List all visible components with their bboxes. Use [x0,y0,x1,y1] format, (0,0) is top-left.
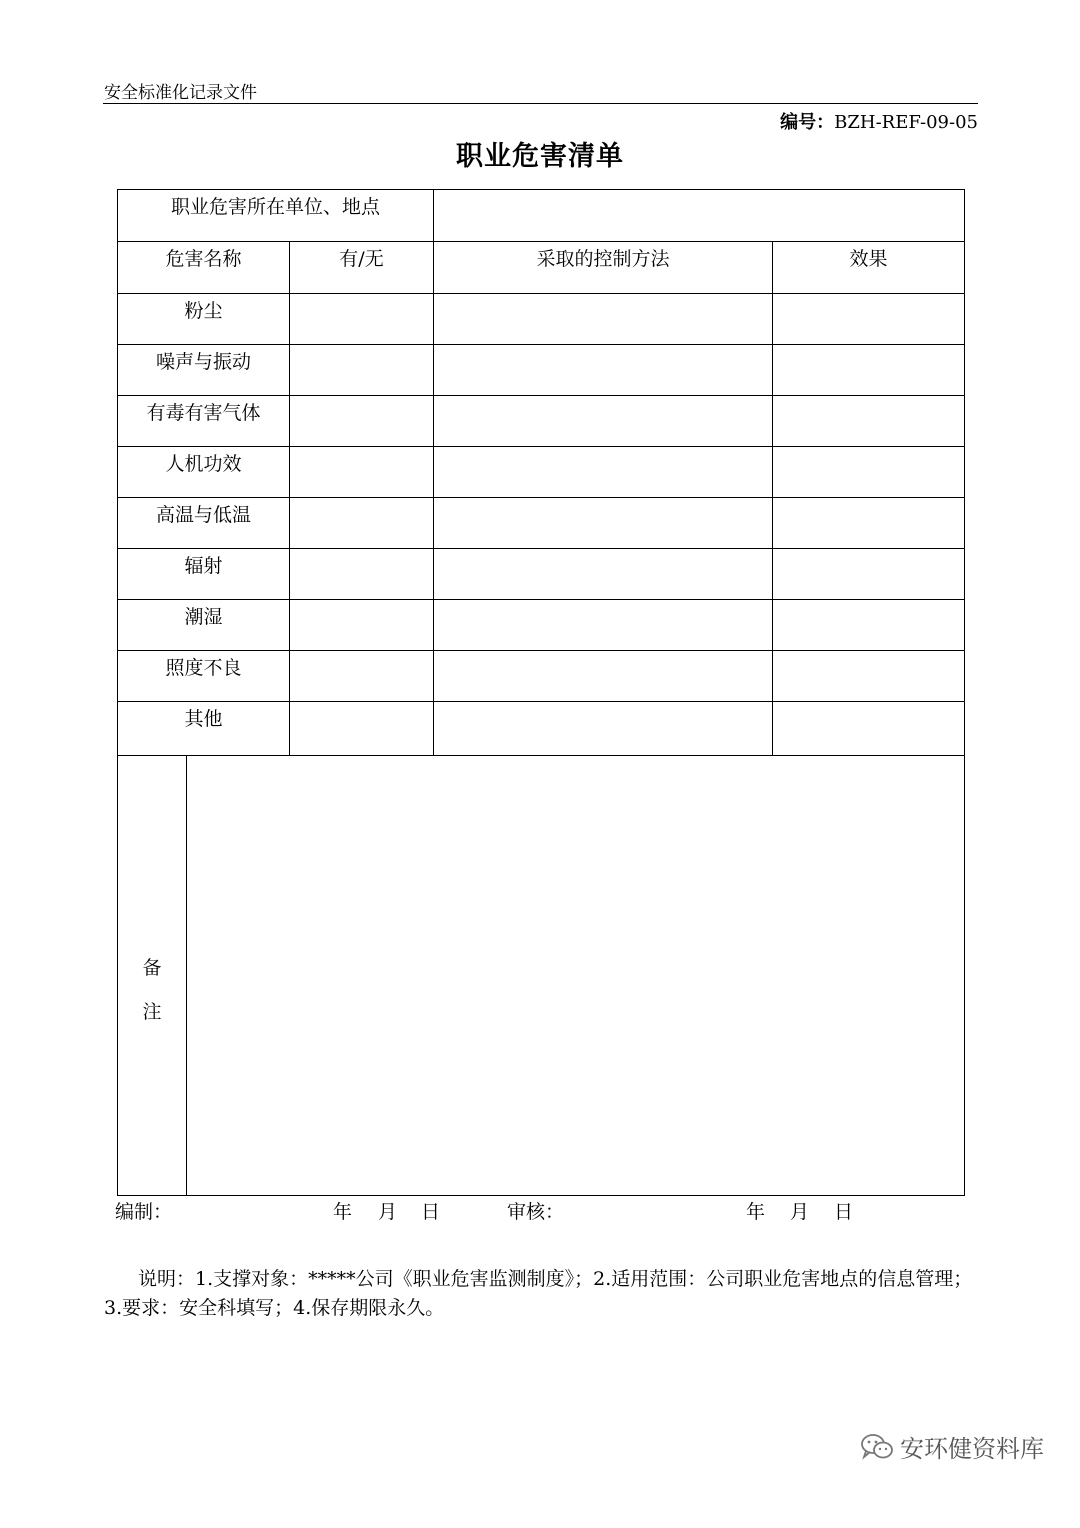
effect-text [773,651,964,662]
effect-text [773,549,964,560]
table-row [118,498,965,549]
effect-field[interactable] [773,498,965,549]
unit-location-label-cell [118,190,434,242]
hazard-name-cell [118,651,290,702]
notes-row [118,756,965,1196]
has-text [290,345,433,356]
header-divider [103,103,978,104]
has-field[interactable] [290,549,434,600]
control-method-text [434,447,772,458]
has-field[interactable] [290,345,434,396]
control-method-field[interactable] [434,396,773,447]
control-method-field[interactable] [434,498,773,549]
document-number-value: BZH-REF-09-05 [834,112,978,133]
hazard-name-cell [118,447,290,498]
notes-label-cell [118,756,187,1196]
effect-field[interactable] [773,600,965,651]
has-text [290,549,433,560]
has-text [290,498,433,509]
table-row [118,396,965,447]
control-method-field[interactable] [434,651,773,702]
table-row [118,294,965,345]
reviewed-month-label: 月 [790,1201,810,1223]
control-method-field[interactable] [434,702,773,756]
effect-text [773,396,964,407]
prepared-year-label: 年 [333,1201,353,1223]
unit-location-label: 职业危害所在单位、地点 [171,196,381,218]
has-text [290,651,433,662]
control-method-text [434,294,772,305]
table-row [118,651,965,702]
has-field[interactable] [290,651,434,702]
effect-field[interactable] [773,345,965,396]
prepared-month-label: 月 [378,1201,398,1223]
table-row [118,702,965,756]
table-row [118,600,965,651]
hazard-form-table [117,189,965,1196]
hazard-name-text: 潮湿 [184,606,223,628]
control-method-text [434,498,772,509]
document-number [780,108,978,134]
column-header-method: 采取的控制方法 [434,242,773,294]
effect-text [773,600,964,611]
effect-field[interactable] [773,396,965,447]
control-method-text [434,396,772,407]
has-field[interactable] [290,396,434,447]
has-field[interactable] [290,702,434,756]
control-method-field[interactable] [434,549,773,600]
has-field[interactable] [290,600,434,651]
has-text [290,294,433,305]
effect-field[interactable] [773,651,965,702]
effect-text [773,345,964,356]
column-header-name: 危害名称 [118,242,290,294]
table-header-row [118,242,965,294]
has-text [290,447,433,458]
table-row [118,447,965,498]
effect-text [773,498,964,509]
effect-field[interactable] [773,549,965,600]
table-row [118,345,965,396]
hazard-name-cell [118,702,290,756]
control-method-field[interactable] [434,345,773,396]
hazard-name-text: 粉尘 [184,300,223,322]
hazard-name-cell [118,294,290,345]
effect-field[interactable] [773,702,965,756]
hazard-name-cell [118,345,290,396]
control-method-field[interactable] [434,294,773,345]
column-header-effect: 效果 [773,242,965,294]
effect-text [773,447,964,458]
control-method-text [434,651,772,662]
hazard-name-text: 人机功效 [165,453,242,475]
control-method-text [434,549,772,560]
table-row [118,549,965,600]
unit-location-field[interactable] [434,190,965,242]
prepared-by-label: 编制： [115,1201,173,1223]
control-method-text [434,345,772,356]
control-method-field[interactable] [434,447,773,498]
has-field[interactable] [290,294,434,345]
usage-note: 说明：1.支撑对象：*****公司《职业危害监测制度》；2.适用范围：公司职业危害地点的信息管理；3.要求：安全科填写；4.保存期限永久。 [104,1268,973,1319]
reviewed-year-label: 年 [746,1201,766,1223]
hazard-name-cell [118,396,290,447]
reviewed-day-label: 日 [834,1201,854,1223]
has-text [290,396,433,407]
has-text [290,702,433,713]
hazard-name-cell [118,600,290,651]
effect-text [773,702,964,713]
has-field[interactable] [290,498,434,549]
control-method-text [434,702,772,713]
unit-location-row [118,190,965,242]
reviewed-by-label: 审核： [507,1201,565,1223]
control-method-text [434,600,772,611]
hazard-name-text: 高温与低温 [155,504,251,526]
control-method-field[interactable] [434,600,773,651]
prepared-day-label: 日 [421,1201,441,1223]
wechat-icon [860,1432,894,1462]
notes-label-line-1: 备 [142,956,162,979]
hazard-name-text: 辐射 [184,555,223,577]
hazard-rows [118,294,965,756]
hazard-name-text: 噪声与振动 [155,351,251,373]
hazard-name-text: 其他 [184,708,223,730]
notes-field[interactable] [187,756,965,1196]
watermark [860,1429,1044,1464]
effect-field[interactable] [773,294,965,345]
signature-row [0,1197,1080,1223]
hazard-name-text: 有毒有害气体 [146,402,261,424]
has-text [290,600,433,611]
hazard-name-text: 照度不良 [165,657,242,679]
notes-label-line-2: 注 [142,1000,162,1023]
page-title: 职业危害清单 [456,141,624,172]
hazard-name-cell [118,549,290,600]
column-header-has: 有/无 [290,242,434,294]
effect-text [773,294,964,305]
document-number-label: 编号： [780,112,835,133]
has-field[interactable] [290,447,434,498]
document-category: 安全标准化记录文件 [104,83,257,103]
watermark-text: 安环健资料库 [900,1435,1044,1463]
effect-field[interactable] [773,447,965,498]
hazard-name-cell [118,498,290,549]
